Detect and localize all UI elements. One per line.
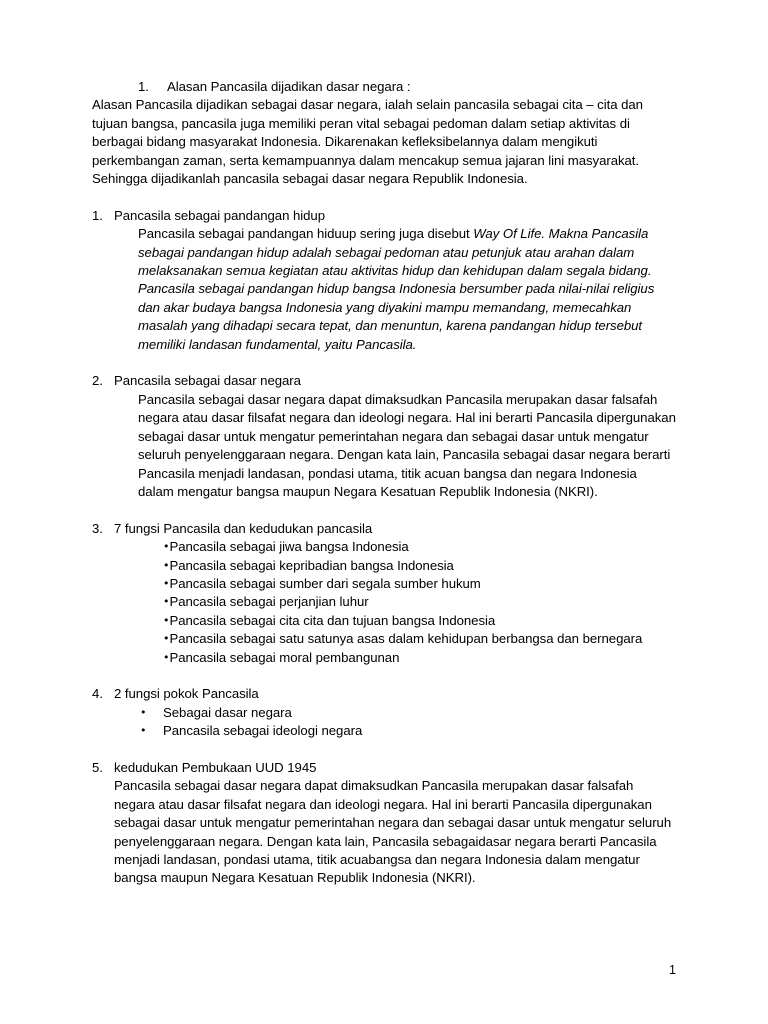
heading-text: Alasan Pancasila dijadikan dasar negara : (167, 79, 411, 94)
bullet-icon: • (163, 558, 170, 572)
spacer (92, 188, 676, 206)
heading-number: 1. (138, 79, 149, 94)
bullet-item (163, 649, 676, 667)
bullet-icon: • (163, 540, 170, 554)
bullet-icon: • (163, 595, 170, 609)
spacer (92, 501, 676, 519)
bullet-label: Sebagai dasar negara (163, 704, 292, 720)
list-item-2-marker: 2. (92, 373, 103, 389)
document-heading (92, 78, 676, 96)
list-item-3-bullets (114, 538, 676, 667)
bullet-item (163, 538, 676, 556)
bullet-label: Pancasila sebagai sumber dari segala sumber hukum (169, 575, 481, 591)
numbered-list (92, 520, 676, 667)
list-item-4-title: 2 fungsi pokok Pancasila (114, 686, 259, 702)
list-item-3-marker: 3. (92, 520, 103, 536)
numbered-list (92, 759, 676, 888)
bullet-icon: • (163, 632, 170, 646)
bullet-item (163, 575, 676, 593)
bullet-icon: • (140, 724, 147, 738)
list-item-3-title: 7 fungsi Pancasila dan kedudukan pancasila (114, 520, 373, 536)
list-item-1 (92, 207, 676, 354)
bullet-label: Pancasila sebagai jiwa bangsa Indonesia (169, 539, 409, 555)
list-item-5-body: Pancasila sebagai dasar negara dapat dimaksudkan Pancasila merupakan dasar falsafah negara atau dasar filsafat negara dan ideologi negara. Hal ini berarti Pancasila dipergunakan sebagai dasar untuk mengatur pemerintahan negara dan sebagai dasar untuk mengatur seluruh penyelenggaraan negara. Dengan kata lain, Pancasila sebagaidasar negara berarti Pancasila menjadi landasan, pondasi utama, titik acuabangsa dan negara Indonesia dalam mengatur bangsa maupun Negara Kesatuan Republik Indonesia (NKRI). (114, 778, 672, 886)
list-item-4-marker: 4. (92, 686, 103, 702)
bullet-label: Pancasila sebagai ideologi negara (163, 723, 363, 739)
page-number: 1 (669, 963, 676, 977)
bullet-label: Pancasila sebagai kepribadian bangsa Indonesia (169, 557, 454, 573)
intro-paragraph: Alasan Pancasila dijadikan sebagai dasar negara, ialah selain pancasila sebagai cita – cita dan tujuan bangsa, pancasila juga memiliki peran vital sebagai pedoman dalam setiap aktivitas di berbagai bidang masyarakat Indonesia. Dikarenakan kefleksibelannya dalam mengikuti perkembangan zaman, serta kemampuannya dalam mencakup semua jajaran lini masyarakat. Sehingga dijadikanlah pancasila sebagai dasar negara Republik Indonesia. (92, 97, 643, 187)
list-item-1-body-2: Pancasila sebagai pandangan hidup bangsa Indonesia bersumber pada nilai-nilai religius dan akar budaya bangsa Indonesia yang diyakini mampu memandang, memecahkan masalah yang dihadapi secara tepat, dan menuntun, karena pandangan hidup tersebut memiliki landasan fundamental, yaitu Pancasila. (138, 281, 655, 352)
bullet-label: Pancasila sebagai perjanjian luhur (169, 594, 369, 610)
spacer (92, 741, 676, 759)
bullet-label: Pancasila sebagai moral pembangunan (169, 649, 400, 665)
numbered-list (92, 372, 676, 501)
list-item-1-marker: 1. (92, 207, 103, 223)
bullet-item (163, 612, 676, 630)
numbered-list (92, 685, 676, 740)
list-item-1-body-1 (114, 225, 676, 280)
spacer (92, 354, 676, 372)
list-item-4 (92, 685, 676, 740)
bullet-icon: • (163, 613, 170, 627)
list-item-1-title: Pancasila sebagai pandangan hidup (114, 207, 325, 223)
numbered-list (92, 207, 676, 354)
bullet-item (140, 704, 676, 722)
bullet-item (163, 557, 676, 575)
list-item-3 (92, 520, 676, 667)
list-item-2-title: Pancasila sebagai dasar negara (114, 373, 301, 389)
list-item-1-body-upright: Pancasila sebagai pandangan hiduup sering juga disebut (138, 226, 474, 242)
bullet-label: Pancasila sebagai cita cita dan tujuan bangsa Indonesia (169, 612, 496, 628)
document-body (92, 78, 676, 888)
bullet-icon: • (163, 650, 170, 664)
bullet-item (140, 722, 676, 740)
list-item-5-marker: 5. (92, 759, 103, 775)
bullet-item (163, 630, 676, 648)
list-item-2 (92, 372, 676, 501)
list-item-5 (92, 759, 676, 888)
list-item-1-body-italic-1: Way Of Life. Makna Pancasila sebagai pandangan hidup adalah sebagai pedoman atau petunjuk atau arahan dalam melaksanakan semua kegiatan atau aktivitas hidup dan kehidupan dalam segala bidang. (138, 226, 652, 279)
bullet-label: Pancasila sebagai satu satunya asas dalam kehidupan berbangsa dan bernegara (169, 631, 643, 647)
list-item-2-body: Pancasila sebagai dasar negara dapat dimaksudkan Pancasila merupakan dasar falsafah negara atau dasar filsafat negara dan ideologi negara. Hal ini berarti Pancasila dipergunakan sebagai dasar untuk mengatur pemerintahan negara dan sebagai dasar untuk mengatur seluruh penyelenggaraan negara. Dengan kata lain, Pancasila sebagai dasar negara berarti Pancasila menjadi landasan, pondasi utama, titik acuan bangsa dan negara Indonesia dalam mengatur bangsa maupun Negara Kesatuan Republik Indonesia (NKRI). (138, 391, 676, 499)
bullet-icon: • (140, 705, 147, 719)
spacer (92, 667, 676, 685)
list-item-5-title: kedudukan Pembukaan UUD 1945 (114, 759, 317, 775)
bullet-item (163, 593, 676, 611)
list-item-4-bullets (114, 704, 676, 741)
bullet-icon: • (163, 576, 170, 590)
